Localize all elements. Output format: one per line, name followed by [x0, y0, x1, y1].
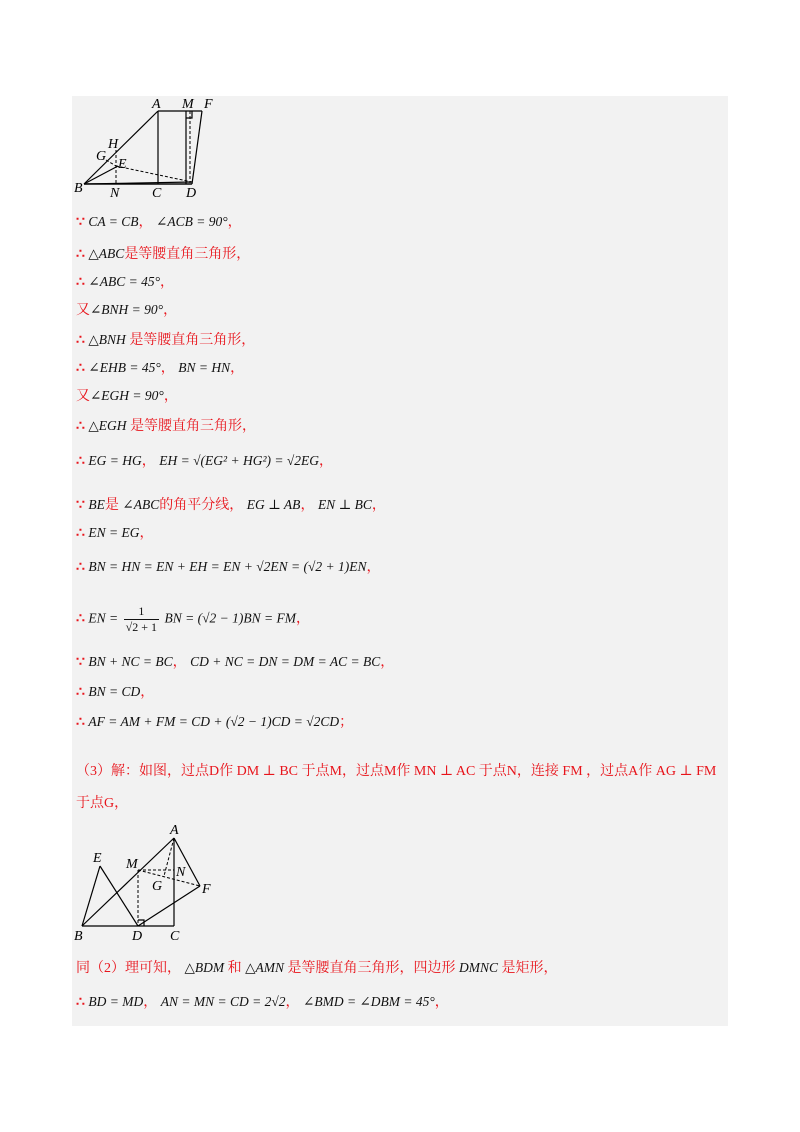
therefore-symbol: ∴ [76, 454, 85, 469]
label-E: E [118, 157, 127, 172]
therefore-symbol: ∴ [76, 333, 85, 348]
line-18: 于点G， [76, 796, 129, 811]
because-symbol: ∵ [76, 215, 85, 230]
label-G: G [152, 879, 163, 894]
line-16: ∴ AF = AM + FM = CD + (√2 − 1)CD = √2CD； [76, 714, 354, 730]
label-F: F [204, 97, 213, 112]
therefore-symbol: ∴ [76, 275, 85, 290]
therefore-symbol: ∴ [76, 995, 85, 1010]
line-3: ∴ ∠ABC = 45°， [76, 274, 174, 290]
label-H: H [108, 137, 119, 152]
line-8: ∴ △EGH 是等腰直角三角形， [76, 418, 257, 434]
line-19: 同（2）理可知， △BDM 和 △AMN 是等腰直角三角形，四边形 DMNC 是矩形， [76, 960, 558, 976]
line-9: ∴ EG = HG， EH = √(EG² + HG²) = √2EG， [76, 453, 334, 469]
label-A: A [170, 823, 179, 838]
label-G: G [96, 149, 107, 164]
line-2: ∴ △ABC是等腰直角三角形， [76, 246, 251, 262]
line-4: 又∠BNH = 90°， [76, 302, 178, 318]
label-D: D [186, 186, 197, 200]
because-symbol: ∵ [76, 498, 85, 513]
line-10: ∵ BE是 ∠ABC的角平分线， EG ⊥ AB， EN ⊥ BC， [76, 497, 386, 513]
line-6: ∴ ∠EHB = 45°， BN = HN， [76, 360, 245, 376]
therefore-symbol: ∴ [76, 685, 85, 700]
therefore-symbol: ∴ [76, 526, 85, 541]
label-C: C [152, 186, 162, 200]
because-symbol: ∵ [76, 655, 85, 670]
label-B: B [74, 181, 83, 196]
label-N: N [176, 865, 186, 880]
line-15: ∴ BN = CD， [76, 684, 155, 700]
line-11: ∴ EN = EG， [76, 525, 154, 541]
label-N: N [110, 186, 120, 200]
therefore-symbol: ∴ [76, 560, 85, 575]
line-14: ∵ BN + NC = BC， CD + NC = DN = DM = AC = BC， [76, 654, 395, 670]
label-E: E [93, 851, 102, 866]
label-M: M [126, 857, 138, 872]
therefore-symbol: ∴ [76, 611, 85, 627]
line-13: ∴ EN = $\frac{1}{√2 + 1}$ BN = (√2 − 1)BN = FM， [76, 604, 311, 634]
therefore-symbol: ∴ [76, 715, 85, 730]
line-7: 又∠EGH = 90°， [76, 388, 178, 404]
geometry-figure-2 [72, 818, 222, 944]
geometry-figure-1 [72, 96, 232, 200]
line-1: ∵ CA = CB， ∠ACB = 90°， [76, 214, 242, 230]
label-M: M [182, 97, 194, 112]
fraction: $\frac{1}{√2 + 1}$ [125, 604, 158, 634]
line-5: ∴ △BNH 是等腰直角三角形， [76, 332, 256, 348]
label-A: A [152, 97, 161, 112]
label-C: C [170, 929, 180, 944]
label-B: B [74, 929, 83, 944]
label-D: D [132, 929, 143, 944]
line-20: ∴ BD = MD， AN = MN = CD = 2√2， ∠BMD = ∠DBM = 45°， [76, 994, 449, 1010]
line-17: （3）解：如图，过点D作 DM ⊥ BC 于点M，过点M作 MN ⊥ AC 于点N，连接 FM ，过点A作 AG ⊥ FM [76, 764, 717, 779]
therefore-symbol: ∴ [76, 361, 85, 376]
therefore-symbol: ∴ [76, 247, 85, 262]
therefore-symbol: ∴ [76, 419, 85, 434]
label-F: F [202, 882, 211, 897]
line-12: ∴ BN = HN = EN + EH = EN + √2EN = (√2 + 1)EN， [76, 559, 381, 575]
